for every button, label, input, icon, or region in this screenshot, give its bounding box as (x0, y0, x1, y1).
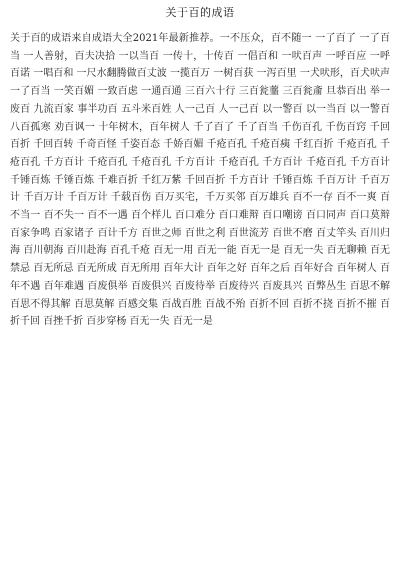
document-title: 关于百的成语 (165, 6, 235, 19)
document-body: 关于百的成语来自成语大全2021年最新推荐。一不压众，百不随一 一了百了 一了百当 一人善射，百夫决拾 一以当百 一传十，十传百 一倡百和 一吠百声 一呼百应 一呼百诺 一唱百和 一尺水翻腾做百丈波 一揽百万 一树百获 一泻百里 一犬吠形，百犬吠声 一了百当 一笑百媚 一致百虑 一通百通 三百六十行 三百瓮虀 三百瓮齑 旦恭百出 举一废百 九流百家 事半功百 五斗米百姓 人一己百 人一己百 以一警百 以一当百 以一警百 八百孤寒 劝百讽一 十年树木，百年树人 千了百了 千了百当 千伤百孔 千伤百窍 千回百折 千回百转 千奇百怪 千姿百态 千娇百媚 千疮百孔 千疮百痍 千红百折 千疮百孔 千疮百孔 千方百计 千疮百孔 千疮百孔 千方百计 千疮百孔 千方百计 千疮百孔 千方百计 千锤百炼 千锤百炼 千难百折 千红万紫 千回百折 千方百计 千锤百炼 千百万计 千百万计 千百万计 千百万计 千载百伤 百万买宅，千万买邻 百万雄兵 百不一存 百不一爽 百不当一 百不失一 百不一遇 百个样儿 百口难分 百口难辩 百口嘲谤 百口同声 百口莫辩 百家争鸣 百家诸子 百计千方 百世之师 百世之利 百世流芳 百世不磨 百丈竿头 百川归海 百川朝海 百川赴海 百孔千疮 百无一用 百无一能 百无一是 百无一失 百无聊赖 百无禁忌 百无所忌 百无所成 百无所用 百年大计 百年之好 百年之后 百年好合 百年树人 百年不遇 百年难遇 百废俱举 百废俱兴 百废待举 百废待兴 百废具兴 百弊丛生 百思不解 百思不得其解 百思莫解 百感交集 百战百胜 百战不殆 百折不回 百折不挠 百折不摧 百折千回 百挫千折 百步穿杨 百无一失 百无一是 (10, 33, 390, 328)
